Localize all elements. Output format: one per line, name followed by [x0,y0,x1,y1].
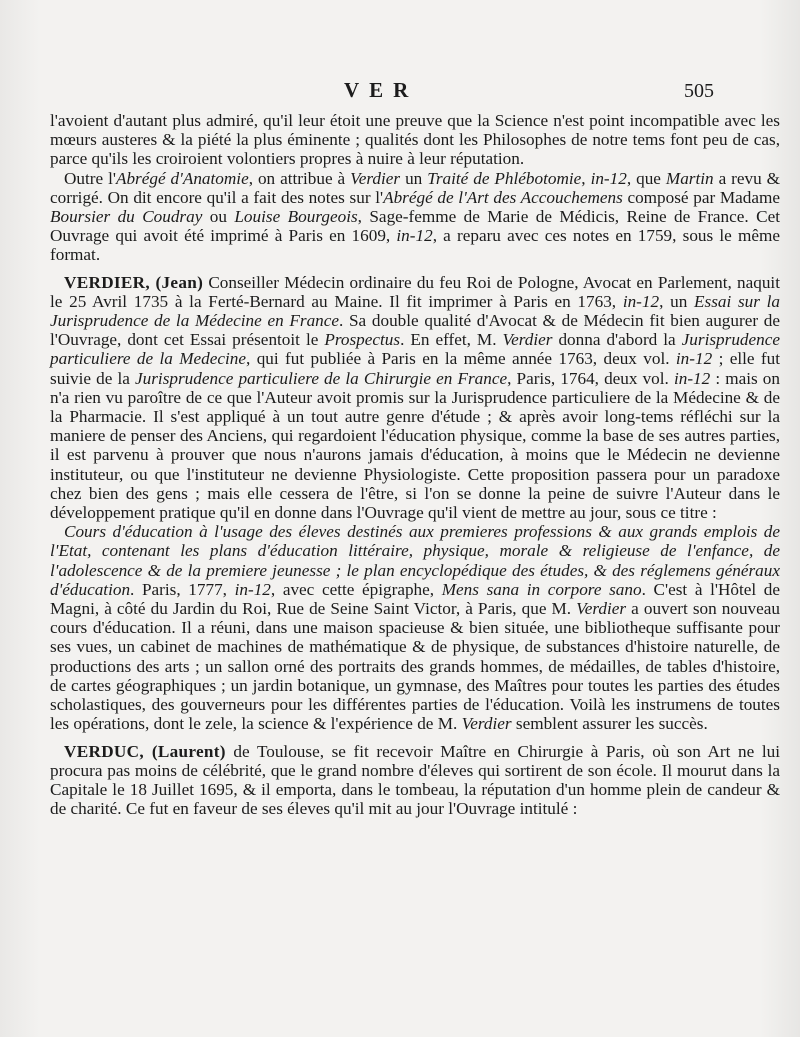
entry-headword: VERDIER, (Jean) [64,272,204,292]
italic-run: in-12 [396,226,433,246]
text-run: , avec cette épigraphe, [270,579,442,599]
text-run: ; elle fut suivie de la [50,349,780,388]
page-header [0,74,800,104]
text-run: l'avoient d'autant plus admiré, qu'il leur étoit une preuve que la Science n'est point incompatible avec les mœurs austeres & la piété la plus éminente ; qualités dont les Philosophes de notre tems font peu de cas, parce qu'ils les croiroient volontiers propres à nuire à leur réputation. [50,111,780,169]
text-run: , Sage-femme de Marie de Médicis, Reine de France. Cet Ouvrage qui avoit été imprimé à Paris en 1609, [50,207,780,246]
italic-run: Mens sana in corpore sano [441,579,642,599]
text-run: semblent assurer les succès. [511,714,708,734]
entry-paragraph [50,111,780,169]
italic-run: in-12 [675,349,713,369]
italic-run: in-12 [590,168,627,188]
italic-run: Verdier [350,168,401,188]
italic-run: Louise Bourgeois [234,207,358,227]
italic-run: Prospectus [324,330,401,350]
entry-paragraph [50,169,780,265]
entry-paragraph [50,742,780,819]
page-body [50,111,780,826]
italic-run: Cours d'éducation à l'usage des éleves destinés aux premieres professions & aux grands emplois de l'Etat, contenant les plans d'éducation littéraire, physique, morale & religieuse de l'enfance, de l'adolescence & de la premiere jeunesse ; le plan encyclopédique des études, & des réglemens généraux d'éducation [50,522,780,599]
italic-run: in-12 [622,291,660,311]
entry-paragraph [50,273,780,523]
text-run: , un [659,291,694,311]
page-number: 505 [684,80,714,102]
italic-run: in-12 [234,579,271,599]
text-run: Outre l' [64,168,116,188]
text-run: . Paris, 1777, [130,579,235,599]
text-run: ou [202,207,235,227]
text-run: , [581,168,591,188]
italic-run: Abrégé d'Anatomie [115,168,249,188]
dictionary-entry [50,273,780,734]
text-run: , a reparu avec ces notes en 1759, sous le même format. [50,226,780,265]
text-run: donna d'abord la [552,330,682,350]
italic-run: in-12 [673,368,711,388]
dictionary-entry [50,742,780,819]
italic-run: Traité de Phlébotomie [427,168,582,188]
italic-run: Jurisprudence particuliere de la Medecine [50,330,780,369]
text-run: . Sa double qualité d'Avocat & de Médecin fit bien augurer de l'Ouvrage, dont cet Essai présentoit le [50,311,780,350]
text-run: , qui fut publiée à Paris en la même année 1763, deux vol. [246,349,676,369]
text-run: , que [626,168,666,188]
italic-run: Martin [665,168,714,188]
text-run: Conseiller Médecin ordinaire du feu Roi de Pologne, Avocat en Parlement, naquit le 25 Avril 1735 à la Ferté-Bernard au Maine. Il fit imprimer à Paris en 1763, [50,272,780,311]
text-run: composé par Madame [622,187,780,207]
entry-paragraph [50,522,780,733]
italic-run: Verdier [461,714,512,734]
dictionary-entry [50,111,780,265]
italic-run: Verdier [576,599,627,619]
entry-headword: VERDUC, (Laurent) [64,741,226,761]
text-run: a ouvert son nouveau cours d'éducation. Il a réuni, dans une maison spacieuse & bien située, une bibliotheque suffisante pour ses vues, un cabinet de machines de mathématique & de physique, de substances d'histoire naturelle, de productions des arts ; un sallon orné des portraits des grands hommes, de médailles, de tables d'histoire, de cartes géographiques ; un jardin botanique, un gymnase, des Maîtres pour toutes les parties des études scholastiques, des gouverneurs pour les différentes parties de l'éducation. Voilà les instrumens de toutes les opérations, dont le zele, la science & l'expérience de M. [50,599,780,734]
text-run: . En effet, M. [400,330,503,350]
text-run: , on attribue à [248,168,351,188]
text-run: de Toulouse, se fit recevoir Maître en Chirurgie à Paris, où son Art ne lui procura pas moins de célébrité, que le grand nombre d'éleves qui sortirent de son école. Il mourut dans la Capitale le 18 Juillet 1695, & il emporta, dans le tombeau, la réputation d'un homme plein de candeur & de charité. Ce fut en faveur de ses éleves qu'il mit au jour l'Ouvrage intitulé : [50,741,781,819]
italic-run: Jurisprudence particuliere de la Chirurgie en France [135,368,508,388]
italic-run: Essai sur la Jurisprudence de la Médecine en France [50,291,780,331]
italic-run: Abrégé de l'Art des Accouchemens [383,187,623,207]
italic-run: Boursier du Coudray [50,207,203,227]
running-head: VER [344,78,419,102]
italic-run: Verdier [502,330,553,350]
text-run: un [400,168,428,188]
text-run: , Paris, 1764, deux vol. [507,368,674,388]
text-run: . C'est à l'Hôtel de Magni, à côté du Jardin du Roi, Rue de Seine Saint Victor, à Paris, que M. [50,579,781,619]
text-run: : mais on n'a rien vu paroître de ce que l'Auteur avoit promis sur la Jurisprudence particuliere de la Médecine & de la Pharmacie. Il s'est appliqué à un tout autre genre d'étude ; & après avoir long-tems réfléchi sur la maniere de penser des Anciens, qui regardoient l'éducation physique, comme la base de ses autres parties, il est parvenu à prouver que nous n'aurons jamais d'éducation, à moins que le Médecin ne devienne instituteur, ou que l'instituteur ne devienne Physiologiste. Cette proposition passera pour un paradoxe chez bien des gens ; mais elle cessera de l'être, si l'on se donne la peine de suivre l'Auteur dans le développement pratique qu'il en donne dans l'Ouvrage qu'il vient de mettre au jour, sous ce titre : [50,368,780,523]
text-run: a revu & corrigé. On dit encore qu'il a fait des notes sur l' [50,168,781,207]
